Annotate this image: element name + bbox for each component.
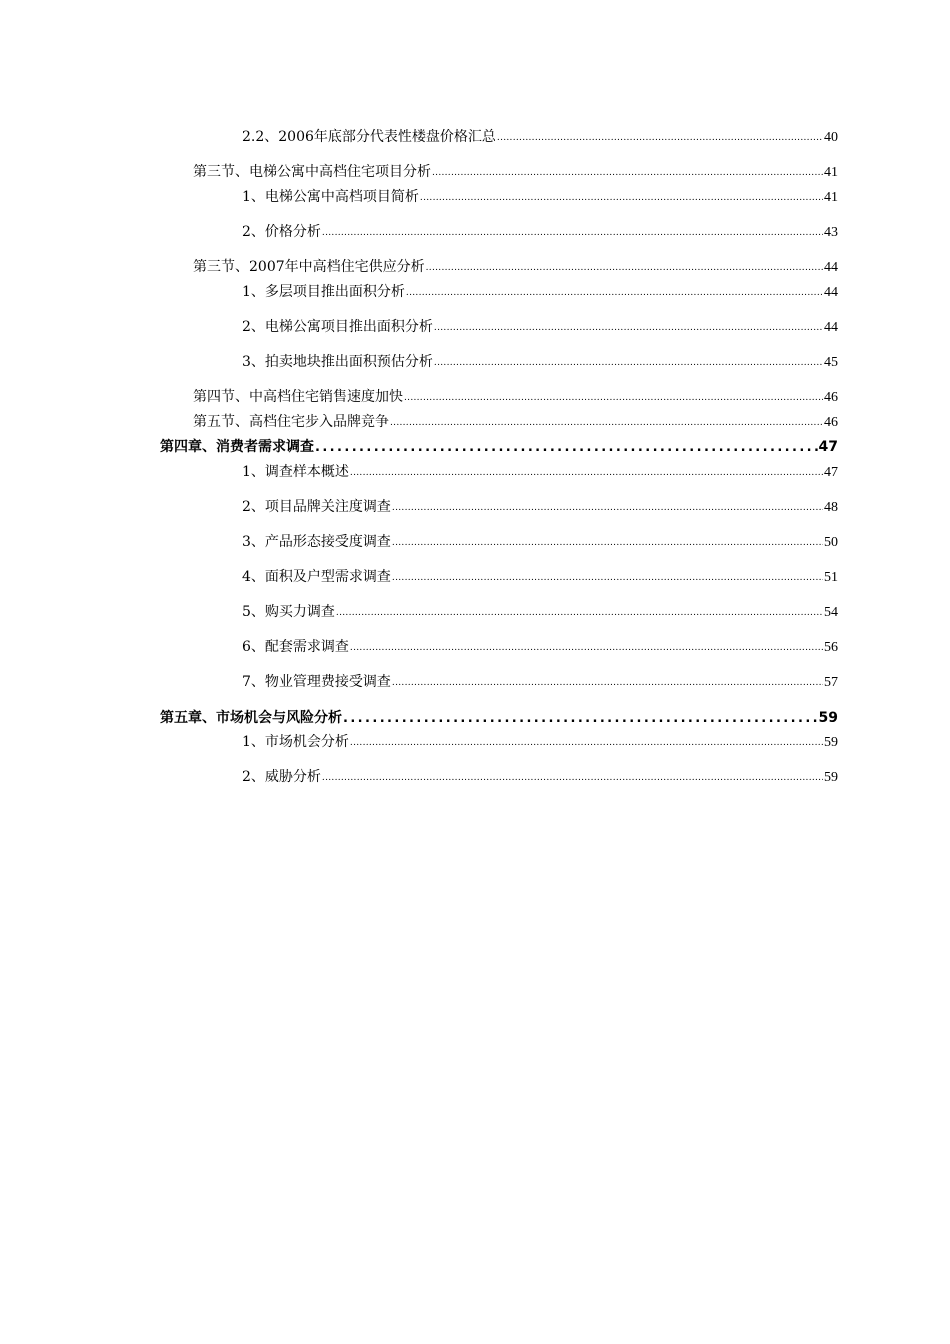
toc-entry[interactable] bbox=[242, 638, 838, 658]
toc-leader-dots bbox=[322, 224, 823, 242]
toc-entry[interactable] bbox=[242, 128, 838, 148]
toc-leader-dots bbox=[420, 189, 823, 207]
toc-page-number: 44 bbox=[824, 285, 838, 300]
toc-page-number: 57 bbox=[824, 675, 838, 690]
toc-leader-dots bbox=[497, 129, 823, 147]
toc-page-number: 40 bbox=[824, 130, 838, 145]
toc-page-number: 46 bbox=[824, 390, 838, 405]
toc-entry-title: 5、购买力调查 bbox=[242, 604, 335, 620]
toc-entry[interactable] bbox=[242, 463, 838, 483]
toc-page-number: 41 bbox=[824, 190, 838, 205]
toc-page-number: 59 bbox=[818, 710, 838, 726]
toc-entry-title: 2、项目品牌关注度调查 bbox=[242, 499, 391, 515]
toc-entry-title: 2、威胁分析 bbox=[242, 769, 321, 785]
toc-entry[interactable] bbox=[242, 768, 838, 788]
toc-page-number: 59 bbox=[824, 770, 838, 785]
toc-page-number: 44 bbox=[824, 260, 838, 275]
toc-leader-dots bbox=[343, 710, 818, 728]
toc-leader-dots bbox=[392, 569, 823, 587]
toc-page-number: 47 bbox=[824, 465, 838, 480]
toc-entry[interactable] bbox=[242, 733, 838, 753]
toc-entry-title: 第三节、电梯公寓中高档住宅项目分析 bbox=[193, 164, 431, 180]
toc-leader-dots bbox=[322, 769, 823, 787]
toc-leader-dots bbox=[426, 259, 823, 277]
toc-entry-title: 第四章、消费者需求调查 bbox=[160, 439, 314, 455]
toc-leader-dots bbox=[350, 639, 823, 657]
toc-entry[interactable] bbox=[242, 533, 838, 553]
toc-leader-dots bbox=[432, 164, 823, 182]
toc-leader-dots bbox=[315, 439, 818, 457]
toc-page-number: 56 bbox=[824, 640, 838, 655]
toc-page-number: 45 bbox=[824, 355, 838, 370]
toc-chapter-entry[interactable] bbox=[160, 709, 838, 728]
toc-leader-dots bbox=[392, 674, 823, 692]
toc-leader-dots bbox=[434, 354, 823, 372]
toc-page-number: 48 bbox=[824, 500, 838, 515]
toc-entry[interactable] bbox=[193, 258, 838, 278]
toc-entry-title: 第四节、中高档住宅销售速度加快 bbox=[193, 389, 403, 405]
toc-entry[interactable] bbox=[242, 568, 838, 588]
toc-page-number: 47 bbox=[818, 439, 838, 455]
toc-page-number: 59 bbox=[824, 735, 838, 750]
toc-leader-dots bbox=[392, 499, 823, 517]
toc-page-number: 44 bbox=[824, 320, 838, 335]
toc-entry[interactable] bbox=[242, 673, 838, 693]
toc-leader-dots bbox=[406, 284, 823, 302]
toc-entry-title: 2、电梯公寓项目推出面积分析 bbox=[242, 319, 433, 335]
toc-entry-title: 第五节、高档住宅步入品牌竞争 bbox=[193, 414, 389, 430]
toc-leader-dots bbox=[434, 319, 823, 337]
toc-leader-dots bbox=[392, 534, 823, 552]
toc-leader-dots bbox=[336, 604, 823, 622]
toc-entry-title: 第三节、2007年中高档住宅供应分析 bbox=[193, 259, 425, 275]
toc-entry[interactable] bbox=[193, 413, 838, 433]
toc-chapter-entry[interactable] bbox=[160, 438, 838, 457]
toc-entry-title: 3、拍卖地块推出面积预估分析 bbox=[242, 354, 433, 370]
toc-entry-title: 3、产品形态接受度调查 bbox=[242, 534, 391, 550]
toc-leader-dots bbox=[350, 464, 823, 482]
toc-entry[interactable] bbox=[193, 163, 838, 183]
toc-page-number: 54 bbox=[824, 605, 838, 620]
toc-entry-title: 2.2、2006年底部分代表性楼盘价格汇总 bbox=[242, 129, 496, 145]
toc-entry[interactable] bbox=[193, 388, 838, 408]
toc-entry-title: 第五章、市场机会与风险分析 bbox=[160, 710, 342, 726]
toc-entry-title: 2、价格分析 bbox=[242, 224, 321, 240]
toc-entry-title: 7、物业管理费接受调查 bbox=[242, 674, 391, 690]
toc-entry[interactable] bbox=[242, 223, 838, 243]
toc-entry-title: 6、配套需求调查 bbox=[242, 639, 349, 655]
toc-entry[interactable] bbox=[242, 498, 838, 518]
toc-entry-title: 1、电梯公寓中高档项目简析 bbox=[242, 189, 419, 205]
toc-leader-dots bbox=[404, 389, 823, 407]
toc-entry-title: 1、调查样本概述 bbox=[242, 464, 349, 480]
toc-page-number: 46 bbox=[824, 415, 838, 430]
toc-leader-dots bbox=[390, 414, 823, 432]
toc-page-number: 50 bbox=[824, 535, 838, 550]
toc-page-number: 51 bbox=[824, 570, 838, 585]
toc-leader-dots bbox=[350, 734, 823, 752]
toc-entry[interactable] bbox=[242, 188, 838, 208]
toc-entry[interactable] bbox=[242, 353, 838, 373]
toc-entry[interactable] bbox=[242, 318, 838, 338]
toc-page-number: 43 bbox=[824, 225, 838, 240]
toc-entry-title: 4、面积及户型需求调查 bbox=[242, 569, 391, 585]
toc-page-number: 41 bbox=[824, 165, 838, 180]
toc-entry-title: 1、多层项目推出面积分析 bbox=[242, 284, 405, 300]
toc-entry[interactable] bbox=[242, 283, 838, 303]
toc-entry[interactable] bbox=[242, 603, 838, 623]
toc-entry-title: 1、市场机会分析 bbox=[242, 734, 349, 750]
